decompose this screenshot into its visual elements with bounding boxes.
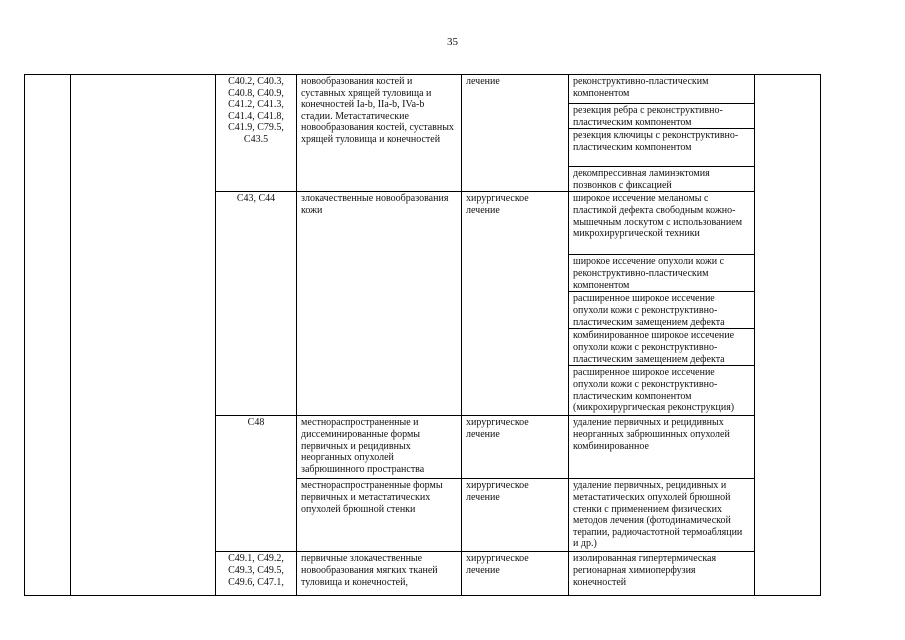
diagnosis-cell: местнораспространенные формы первичных и метастатических опухолей брюшной стенки <box>297 479 462 552</box>
diagnosis-cell: новообразования костей и суставных хрящей туловища и конечностей Ia-b, IIa-b, IVa-b стадии. Метастатические новообразования костей, суставных хрящей туловища и конечностей <box>297 75 462 192</box>
blank-cell-left-2 <box>71 75 216 596</box>
method-cell: изолированная гипертермическая регионарная химиоперфузия конечностей <box>569 552 755 596</box>
method-cell: резекция ключицы с реконструктивно-пластическим компонентом <box>569 129 755 167</box>
codes-cell: C40.2, C40.3, C40.8, C40.9, C41.2, C41.3, C41.4, C41.8, C41.9, C79.5, C43.5 <box>216 75 297 192</box>
procedures-table <box>24 74 821 596</box>
method-cell: широкое иссечение меланомы с пластикой дефекта свободным кожно-мышечным лоскутом с использованием микрохирургической техники <box>569 192 755 255</box>
treatment-cell: хирургическое лечение <box>462 192 569 416</box>
codes-cell: C49.1, C49.2, C49.3, C49.5, C49.6, C47.1, <box>216 552 297 596</box>
treatment-cell: хирургическое лечение <box>462 552 569 596</box>
diagnosis-cell: местнораспространенные и диссеминированные формы первичных и рецидивных неорганных опухолей забрюшинного пространства <box>297 416 462 479</box>
codes-cell: C48 <box>216 416 297 552</box>
method-cell: расширенное широкое иссечение опухоли кожи с реконструктивно-пластическим компонентом (микрохирургическая реконструкция) <box>569 366 755 416</box>
page-number: 35 <box>447 36 458 48</box>
blank-cell-left <box>25 75 71 596</box>
treatment-cell: хирургическое лечение <box>462 479 569 552</box>
method-cell: удаление первичных и рецидивных неорганных забрюшинных опухолей комбинированное <box>569 416 755 479</box>
codes-cell: C43, C44 <box>216 192 297 416</box>
blank-cell-right <box>755 75 821 596</box>
diagnosis-cell: злокачественные новообразования кожи <box>297 192 462 416</box>
method-cell: удаление первичных, рецидивных и метастатических опухолей брюшной стенки с применением физических методов лечения (фотодинамической терапии, радиочастотной термоабляции и др.) <box>569 479 755 552</box>
method-cell: реконструктивно-пластическим компонентом <box>569 75 755 104</box>
method-cell: расширенное широкое иссечение опухоли кожи с реконструктивно-пластическим замещением дефекта <box>569 292 755 329</box>
treatment-cell: хирургическое лечение <box>462 416 569 479</box>
method-cell: резекция ребра с реконструктивно-пластическим компонентом <box>569 104 755 129</box>
treatment-cell: лечение <box>462 75 569 192</box>
method-cell: декомпрессивная ламинэктомия позвонков с фиксацией <box>569 167 755 192</box>
diagnosis-cell: первичные злокачественные новообразования мягких тканей туловища и конечностей, <box>297 552 462 596</box>
method-cell: широкое иссечение опухоли кожи с реконструктивно-пластическим компонентом <box>569 255 755 292</box>
method-cell: комбинированное широкое иссечение опухоли кожи с реконструктивно-пластическим замещением дефекта <box>569 329 755 366</box>
